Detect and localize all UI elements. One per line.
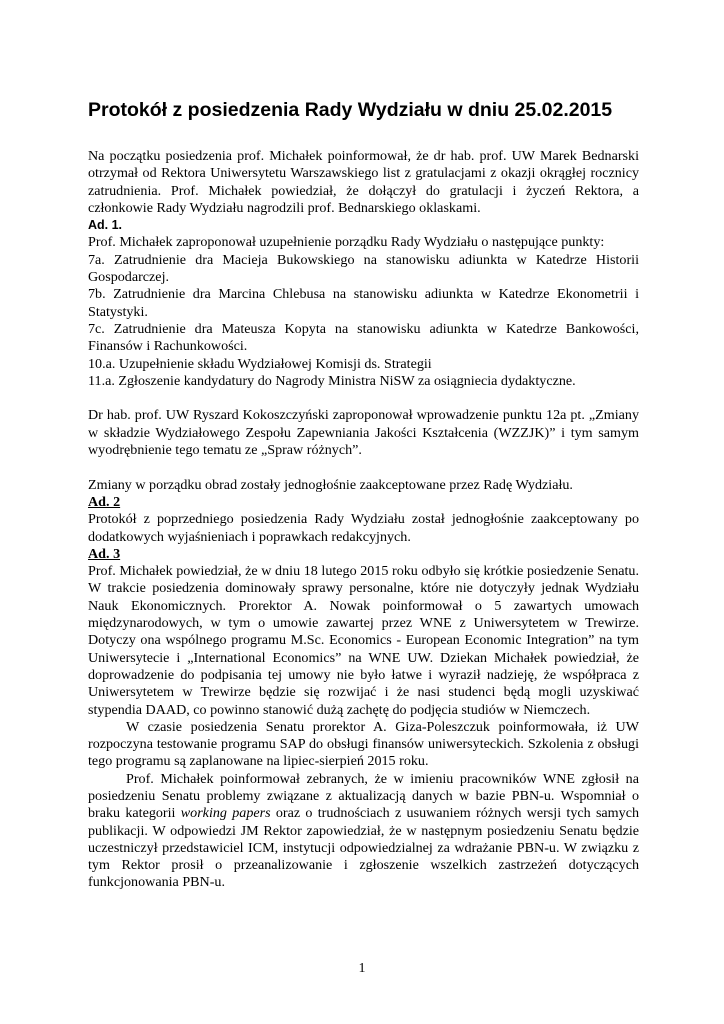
document-title: Protokół z posiedzenia Rady Wydziału w dniu 25.02.2015 <box>88 99 613 121</box>
ad2-heading: Ad. 2 <box>88 493 121 510</box>
ad1-accepted: Zmiany w porządku obrad zostały jednogłośnie zaakceptowane przez Radę Wydziału. <box>88 476 573 493</box>
working-papers-term: working papers <box>180 805 271 822</box>
ad1-proposal: Dr hab. prof. UW Ryszard Kokoszczyński zaproponował wprowadzenie punktu 12a pt. „Zmiany w składzie Wydziałowego Zespołu Zapewniania Jakości Kształcenia (WZZJK)” i tym samym wyodrębnienie tego tematu ze „Spraw różnych”. <box>88 407 639 459</box>
agenda-item-7c: 7c. Zatrudnienie dra Mateusza Kopyta na stanowisku adiunkta w Katedrze Bankowości, Finansów i Rachunkowości. <box>88 320 639 355</box>
ad3-paragraph-1: Prof. Michałek powiedział, że w dniu 18 lutego 2015 roku odbyło się krótkie posiedzenie Senatu. W trakcie posiedzenia dominowały sprawy personalne, które nie dotyczyły jednak Wydziału Nauk Ekonomicznych. Prorektor A. Nowak poinformował o 5 zawartych umowach międzynarodowych, w tym o umowie zawartej przez WNE z Uniwersytetem w Trewirze. Dotyczy ona wspólnego programu M.Sc. Economics - European Economic Integration” na tym Uniwersytecie i „International Economics” na WNE UW. Dziekan Michałek powiedział, że doprowadzenie do podpisania tej umowy nie było łatwe i wyraził nadzieję, że współpraca z Uniwersytetem w Trewirze będzie się rozwijać i że nasi studenci będą mogli uzyskiwać stypendia DAAD, co powinno stanowić dużą zachętę do podjęcia studiów w Niemczech. <box>88 563 639 718</box>
ad2-text: Protokół z poprzedniego posiedzenia Rady Wydziału został jednogłośnie zaakceptowany po dodatkowych wyjaśnieniach i poprawkach redakcyjnych. <box>88 511 639 545</box>
ad3-paragraph-2: W czasie posiedzenia Senatu prorektor A. Giza-Poleszczuk poinformowała, iż UW rozpoczyna testowanie programu SAP do obsługi finansów uniwersyteckich. Szkolenia z obsługi tego programu są zaplanowane na lipiec-sierpień 2015 roku. <box>88 718 639 770</box>
ad1-lead: Prof. Michałek zaproponował uzupełnienie porządku Rady Wydziału o następujące punkty: <box>88 234 605 251</box>
ad3-heading: Ad. 3 <box>88 545 121 562</box>
ad3-paragraph-3-start: Prof. Michałek poinformował zebranych, że w imieniu pracowników WNE zgłosił na posiedzeniu Senatu problemy związane z aktualizacją danych w bazie PBN-u. Wspomniał o braku kategorii <box>88 770 639 822</box>
agenda-item-10a: 10.a. Uzupełnienie składu Wydziałowej Komisji ds. Strategii <box>88 355 432 372</box>
document-body <box>88 98 639 892</box>
ad1-heading: Ad. 1. <box>88 218 123 233</box>
ad3-paragraph-3-end: oraz o trudnościach z usuwaniem różnych wersji tych samych publikacji. W odpowiedzi JM Rektor zapowiedział, że w następnym posiedzeniu Senatu będzie uczestniczył przedstawiciel ICM, instytucji odpowiedzialnej za wdrażanie PBN-u. W związku z tym Rektor prosił o przeanalizowanie i zgłoszenie wszelkich zastrzeżeń dotyczących funkcjonowania PBN-u. <box>88 805 639 891</box>
agenda-item-11a: 11.a. Zgłoszenie kandydatury do Nagrody Ministra NiSW za osiągniecia dydaktyczne. <box>88 372 576 389</box>
page-number: 1 <box>358 961 366 976</box>
intro-paragraph: Na początku posiedzenia prof. Michałek poinformował, że dr hab. prof. UW Marek Bednarski otrzymał od Rektora Uniwersytetu Warszawskiego list z gratulacjami z okazji okrągłej rocznicy zatrudnienia. Prof. Michałek powiedział, że dołączył do gratulacji i życzeń Rektora, a członkowie Rady Wydziału nagrodzili prof. Bednarskiego oklaskami. <box>88 148 639 216</box>
agenda-item-7b: 7b. Zatrudnienie dra Marcina Chlebusa na stanowisku adiunkta w Katedrze Ekonometrii i Statystyki. <box>88 286 639 320</box>
ad3-paragraph-3 <box>88 771 639 892</box>
agenda-item-7a: 7a. Zatrudnienie dra Macieja Bukowskiego na stanowisku adiunkta w Katedrze Historii Gospodarczej. <box>88 251 639 286</box>
